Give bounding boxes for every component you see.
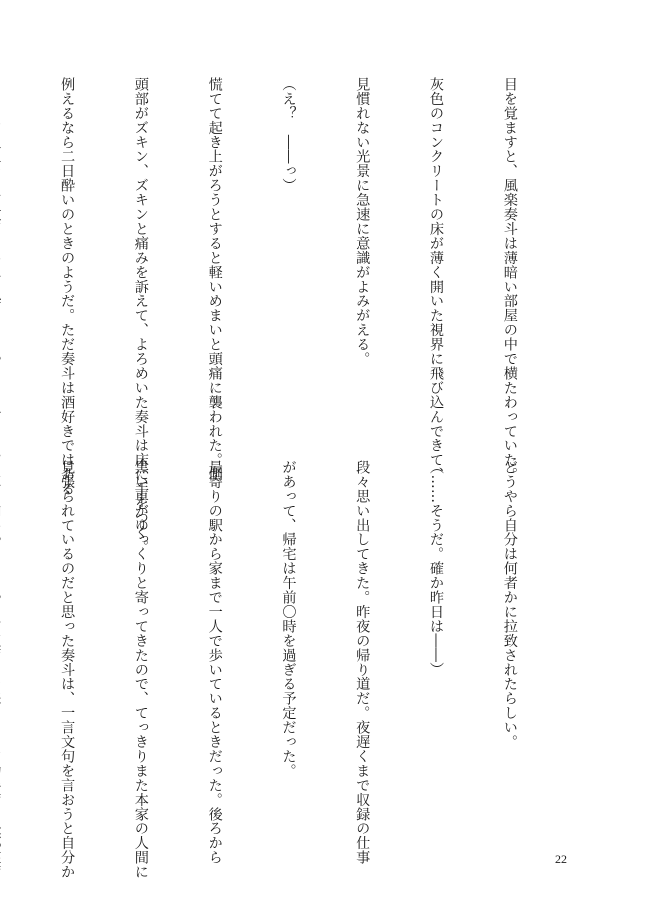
text-line: 目を覚ますと、風楽奏斗は薄暗い部屋の中で横たわっていた。 — [501, 77, 518, 482]
text-line: 最寄りの駅から家まで一人で歩いているときだった。後ろから — [206, 460, 223, 865]
text-line: どうやら自分は何者かに拉致されたらしい。 — [501, 460, 518, 749]
text-line: 慌てて起き上がろうとすると軽いめまいと頭痛に襲われた。側 — [206, 77, 223, 482]
text-line — [0, 460, 5, 840]
upper-text-block — [0, 77, 571, 554]
text-line: 見慣れない光景に急速に意識がよみがえる。 — [354, 77, 371, 366]
text-line: 黒い車がゆっくりと寄ってきたので、てっきりまた本家の人間に — [132, 460, 149, 880]
text-line: （え？ ――っ） — [280, 77, 297, 193]
text-line: 段々思い出してきた。昨夜の帰り道だ。夜遅くまで収録の仕事 — [354, 460, 371, 865]
text-line: 見張られているのだと思った奏斗は、一言文句を言おうと自分か — [59, 460, 76, 880]
text-line: （……そうだ。確か昨日は――） — [428, 460, 445, 677]
text-line — [0, 77, 5, 457]
text-line: があって、帰宅は午前〇時を過ぎる予定だった。 — [280, 460, 297, 778]
text-line: 頭部がズキン、ズキンと痛みを訴えて、よろめいた奏斗は床に手をつく。 — [132, 77, 149, 554]
page-number: 22 — [555, 852, 567, 866]
text-line: 灰色のコンクリートの床が薄く開いた視界に飛び込んできて、 — [428, 77, 445, 482]
text-line: 例えるなら二日酔いのときのようだ。ただ奏斗は酒好きではある — [59, 77, 76, 497]
